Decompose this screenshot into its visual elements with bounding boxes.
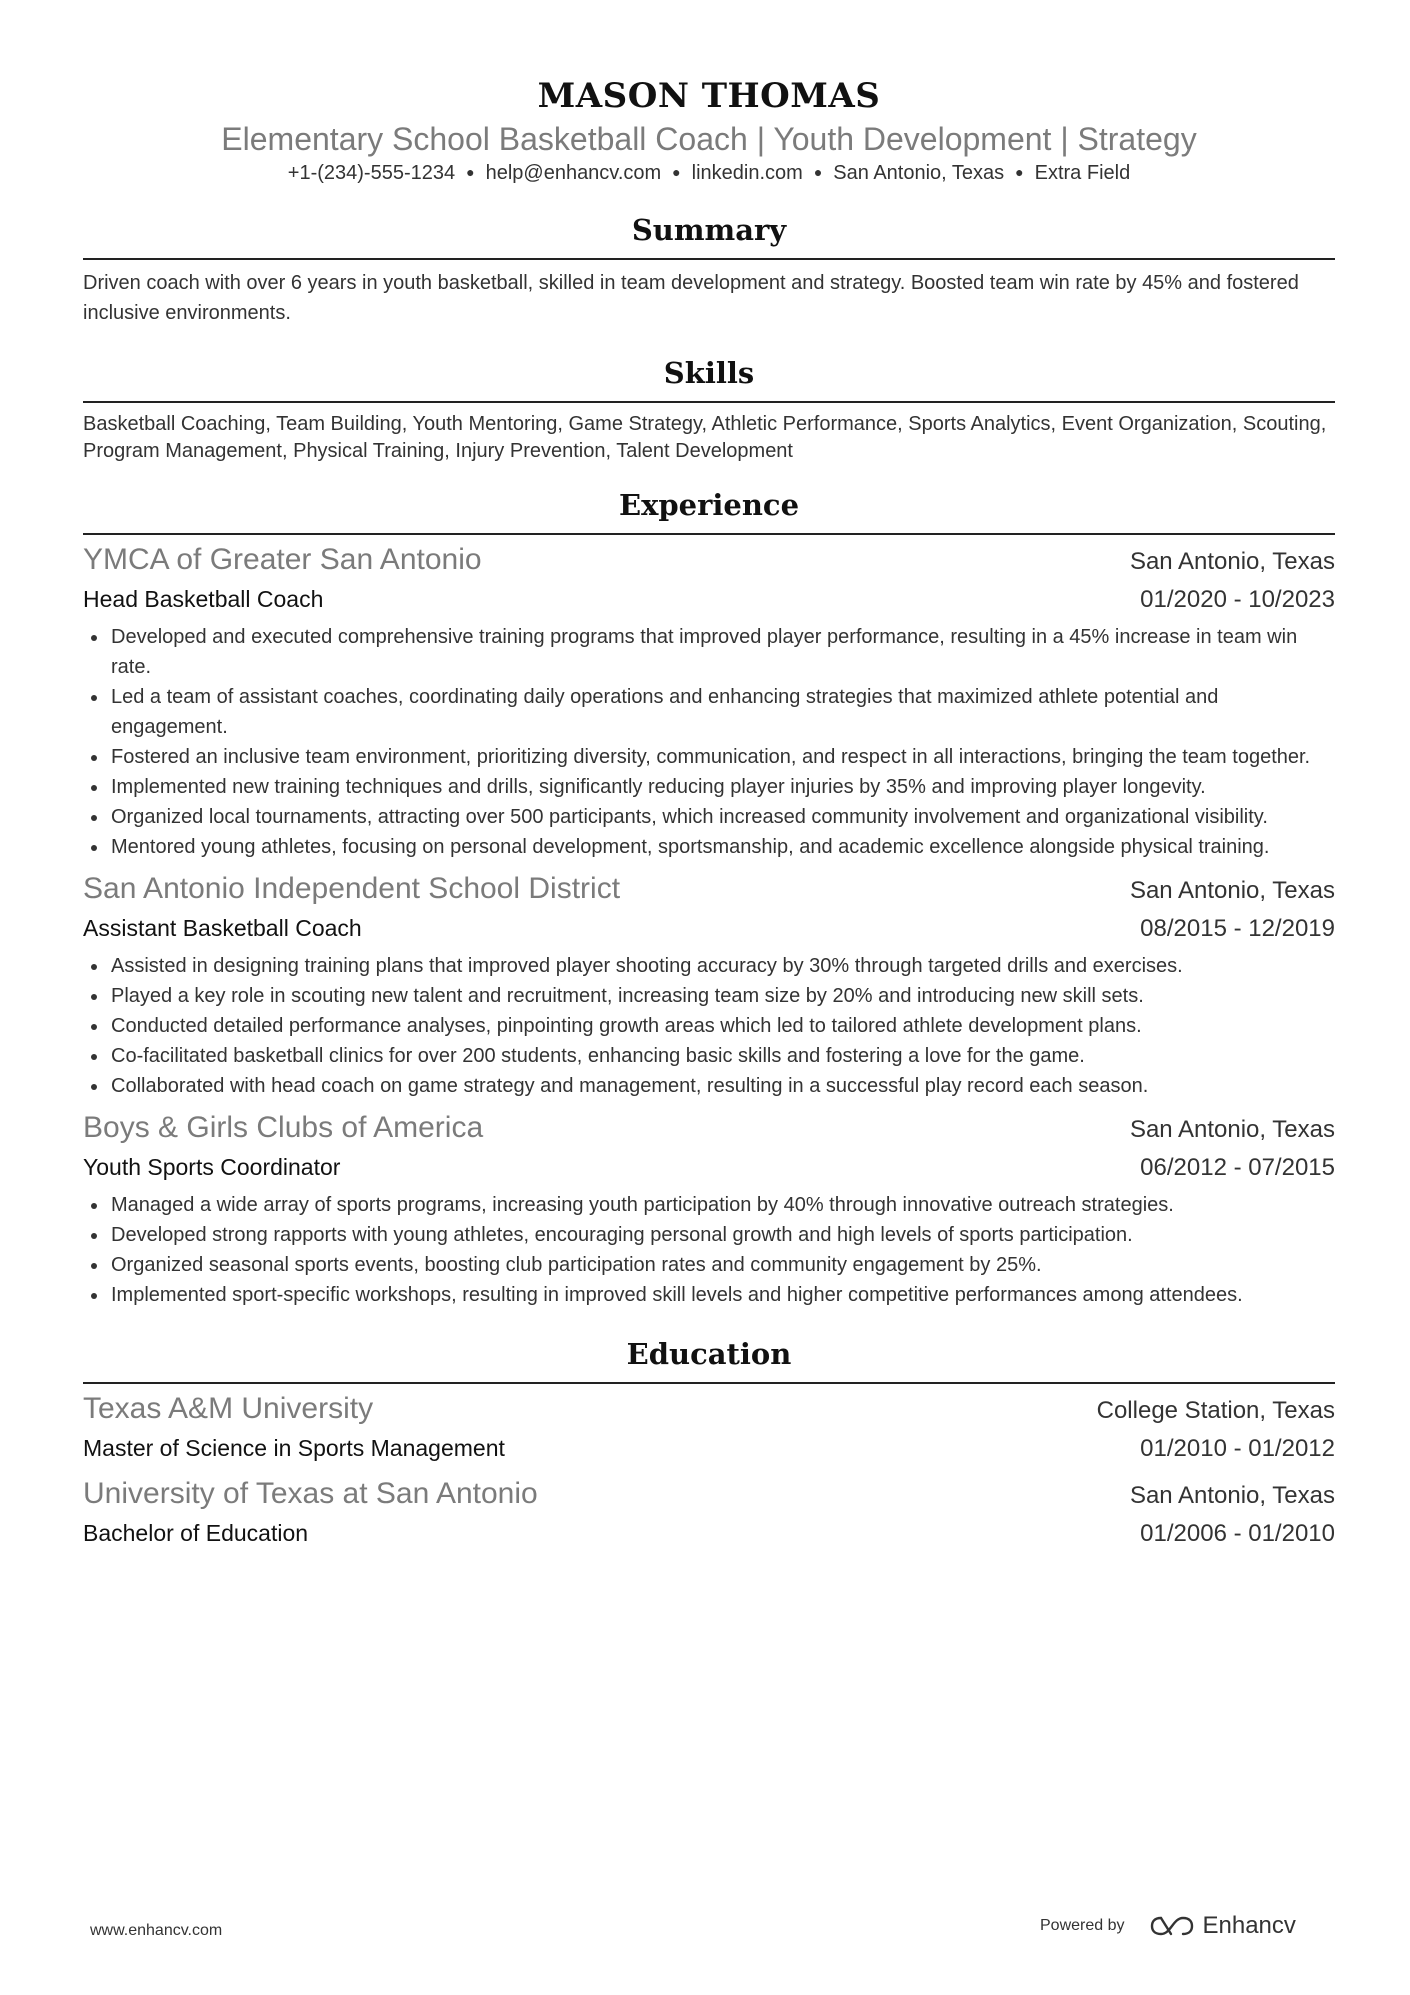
section-title-summary: Summary (83, 212, 1335, 260)
contact-line (83, 159, 1335, 186)
bullet-text: Assisted in designing training plans that improved player shooting accuracy by 30% through targeted drills and exercises. (111, 955, 1183, 977)
experience-section (83, 487, 1335, 1310)
bullet-dot (91, 785, 97, 791)
bullet-dot (91, 755, 97, 761)
job-organization: YMCA of Greater San Antonio (83, 543, 482, 576)
bullet-dot (91, 1293, 97, 1299)
list-item (83, 951, 1335, 981)
bullet-text: Fostered an inclusive team environment, prioritizing diversity, communication, and respect in all interactions, bringing the team together. (111, 746, 1311, 768)
bullet-text: Developed and executed comprehensive training programs that improved player performance, resulting in a 45% increase in team win rate. (111, 626, 1298, 678)
skills-text: Basketball Coaching, Team Building, Youth Mentoring, Game Strategy, Athletic Performance, Sports Analytics, Event Organization, Scouting, Program Management, Physical Training, Injury Prevention, Talent Development (83, 413, 1327, 462)
list-item (83, 682, 1335, 742)
contact-email[interactable]: help@enhancv.com (485, 162, 662, 184)
bullet-dot (91, 964, 97, 970)
bullet-separator: ● (813, 164, 823, 180)
job-entry (83, 1109, 1335, 1310)
section-title-education: Education (83, 1336, 1335, 1384)
list-item (83, 1071, 1335, 1101)
list-item (83, 742, 1335, 772)
list-item (83, 1041, 1335, 1071)
education-dates: 01/2010 - 01/2012 (1140, 1435, 1335, 1462)
job-role: Youth Sports Coordinator (83, 1154, 341, 1180)
job-role: Head Basketball Coach (83, 586, 324, 612)
bullet-text: Co-facilitated basketball clinics for over 200 students, enhancing basic skills and fostering a love for the game. (111, 1045, 1085, 1067)
bullet-text: Implemented sport-specific workshops, resulting in improved skill levels and higher competitive performances among attendees. (111, 1284, 1243, 1306)
list-item (83, 1220, 1335, 1250)
bullet-dot (91, 994, 97, 1000)
contact-phone: +1-(234)-555-1234 (287, 162, 456, 184)
education-subheader (83, 1430, 1335, 1467)
job-dates: 08/2015 - 12/2019 (1140, 915, 1335, 942)
job-dates: 06/2012 - 07/2015 (1140, 1154, 1335, 1181)
job-dates: 01/2020 - 10/2023 (1140, 586, 1335, 613)
bullet-dot (91, 1233, 97, 1239)
job-bullets (83, 622, 1335, 862)
bullet-dot (91, 845, 97, 851)
education-entry (83, 1390, 1335, 1467)
bullet-separator: ● (1015, 164, 1024, 180)
education-section (83, 1336, 1335, 1552)
bullet-dot (91, 1054, 97, 1060)
bullet-separator: ● (466, 164, 475, 180)
education-entry (83, 1475, 1335, 1552)
bullet-text: Managed a wide array of sports programs, increasing youth participation by 40% through innovative outreach strategies. (111, 1194, 1174, 1216)
bullet-text: Led a team of assistant coaches, coordinating daily operations and enhancing strategies that maximized athlete potential and engagement. (111, 686, 1219, 738)
job-header (83, 541, 1335, 581)
bullet-text: Organized seasonal sports events, boosting club participation rates and community engagement by 25%. (111, 1254, 1042, 1276)
contact-location: San Antonio, Texas (833, 162, 1005, 184)
bullet-text: Mentored young athletes, focusing on personal development, sportsmanship, and academic excellence alongside physical training. (111, 836, 1270, 858)
list-item (83, 1011, 1335, 1041)
job-organization: San Antonio Independent School District (83, 872, 621, 905)
job-subheader (83, 581, 1335, 618)
list-item (83, 1190, 1335, 1220)
section-title-skills: Skills (83, 355, 1335, 403)
list-item (83, 832, 1335, 862)
resume-header (83, 0, 1335, 186)
bullet-dot (91, 1024, 97, 1030)
brand-name: Enhancv (1202, 1912, 1296, 1939)
bullet-text: Implemented new training techniques and drills, significantly reducing player injuries by 35% and improving player longevity. (111, 776, 1206, 798)
education-header (83, 1475, 1335, 1515)
degree-name: Master of Science in Sports Management (83, 1435, 505, 1461)
footer-website-link[interactable]: www.enhancv.com (90, 1922, 223, 1939)
footer-branding (1040, 1912, 1296, 1940)
job-role: Assistant Basketball Coach (83, 915, 362, 941)
job-subheader (83, 910, 1335, 947)
list-item (83, 1250, 1335, 1280)
job-location: San Antonio, Texas (1129, 877, 1335, 904)
bullet-text: Collaborated with head coach on game strategy and management, resulting in a successful play record each season. (111, 1075, 1149, 1097)
resume-page (83, 0, 1335, 1552)
education-dates: 01/2006 - 01/2010 (1140, 1520, 1335, 1547)
job-location: San Antonio, Texas (1129, 548, 1335, 575)
job-bullets (83, 1190, 1335, 1310)
bullet-dot (91, 635, 97, 641)
bullet-separator: ● (672, 164, 681, 180)
job-subheader (83, 1149, 1335, 1186)
bullet-text: Played a key role in scouting new talent and recruitment, increasing team size by 20% and introducing new skill sets. (111, 985, 1144, 1007)
summary-text: Driven coach with over 6 years in youth basketball, skilled in team development and strategy. Boosted team win rate by 45% and fostered inclusive environments. (83, 272, 1299, 324)
job-bullets (83, 951, 1335, 1101)
list-item (83, 1280, 1335, 1310)
summary-section (83, 212, 1335, 328)
candidate-name: MASON THOMAS (537, 76, 881, 116)
bullet-text: Conducted detailed performance analyses, pinpointing growth areas which led to tailored athlete development plans. (111, 1015, 1142, 1037)
contact-linkedin[interactable]: linkedin.com (691, 162, 803, 184)
school-name: Texas A&M University (83, 1392, 374, 1425)
school-location: College Station, Texas (1096, 1397, 1335, 1424)
bullet-text: Organized local tournaments, attracting over 500 participants, which increased community involvement and organizational visibility. (111, 806, 1268, 828)
candidate-headline: Elementary School Basketball Coach | Youth Development | Strategy (221, 121, 1197, 157)
section-title-experience: Experience (83, 487, 1335, 535)
list-item (83, 772, 1335, 802)
bullet-text: Developed strong rapports with young athletes, encouraging personal growth and high levels of sports participation. (111, 1224, 1133, 1246)
bullet-dot (91, 1084, 97, 1090)
school-name: University of Texas at San Antonio (83, 1477, 538, 1510)
list-item (83, 981, 1335, 1011)
bullet-dot (91, 695, 97, 701)
education-subheader (83, 1515, 1335, 1552)
bullet-dot (91, 1203, 97, 1209)
degree-name: Bachelor of Education (83, 1520, 309, 1546)
job-header (83, 1109, 1335, 1149)
list-item (83, 802, 1335, 832)
list-item (83, 622, 1335, 682)
bullet-dot (91, 815, 97, 821)
contact-extra-field: Extra Field (1034, 162, 1131, 184)
job-organization: Boys & Girls Clubs of America (83, 1111, 484, 1144)
education-header (83, 1390, 1335, 1430)
powered-by-label: Powered by (1040, 1917, 1125, 1934)
job-entry (83, 541, 1335, 862)
job-location: San Antonio, Texas (1129, 1116, 1335, 1143)
school-location: San Antonio, Texas (1129, 1482, 1335, 1509)
skills-section (83, 355, 1335, 465)
enhancv-logo-icon (1149, 1914, 1195, 1938)
job-header (83, 870, 1335, 910)
job-entry (83, 870, 1335, 1101)
bullet-dot (91, 1263, 97, 1269)
